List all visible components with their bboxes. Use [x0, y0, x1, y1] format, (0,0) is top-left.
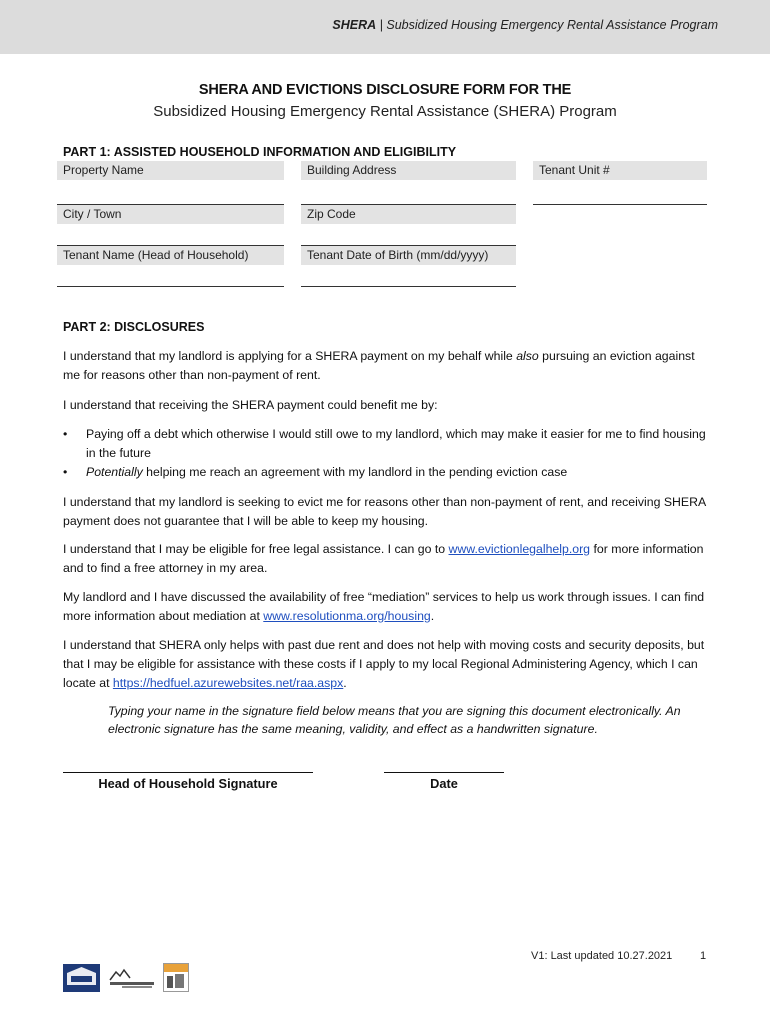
- disclosure-paragraph-6: [63, 636, 707, 693]
- resolution-ma-link[interactable]: www.resolutionma.org/housing: [263, 609, 431, 623]
- p5-text-a: My landlord and I have discussed the availability of free “mediation” services to help us work through issues. I can find more information about mediation at: [63, 590, 705, 623]
- disclosure-paragraph-5: [63, 588, 707, 626]
- property-name-label: Property Name: [57, 161, 284, 180]
- building-address-field[interactable]: [301, 161, 516, 206]
- p6-text-a: I understand that SHERA only helps with past due rent and does not help with moving costs and security deposits, but that I may be eligible for assistance with these costs if I apply to my local Regional Administering Agency, which I can locate at: [63, 638, 705, 690]
- date-signature-line[interactable]: [384, 772, 504, 773]
- bullet-glyph: •: [63, 465, 68, 479]
- p5-text-b: .: [430, 609, 435, 623]
- p4-text-a: I understand that I may be eligible for free legal assistance. I can go to: [63, 542, 449, 556]
- property-name-field[interactable]: [57, 161, 284, 206]
- masshousing-logo-graphic: [108, 966, 156, 992]
- tenant-unit-label: Tenant Unit #: [533, 161, 707, 180]
- p6-text-b: .: [343, 676, 347, 690]
- disclosure-paragraph-4: [63, 540, 707, 578]
- version-note: V1: Last updated 10.27.2021: [531, 950, 673, 962]
- agency-logo-icon: [63, 964, 100, 992]
- form-subtitle: Subsidized Housing Emergency Rental Assistance (SHERA) Program: [153, 103, 617, 120]
- page-number: 1: [700, 950, 707, 962]
- masshousing-logo-icon: [108, 966, 156, 992]
- part1-heading: PART 1: ASSISTED HOUSEHOLD INFORMATION AND ELIGIBILITY: [63, 145, 457, 159]
- mhp-logo-graphic: [164, 964, 188, 991]
- agency-logo-graphic: [63, 964, 100, 992]
- page-header: [0, 0, 770, 54]
- part2-heading: PART 2: DISCLOSURES: [63, 320, 205, 334]
- tenant-dob-line: [301, 286, 516, 287]
- benefit-bullet-1: [63, 425, 707, 463]
- header-separator: |: [379, 18, 383, 32]
- zip-code-label: Zip Code: [301, 205, 516, 224]
- date-label: Date: [430, 776, 458, 791]
- city-town-label: City / Town: [57, 205, 284, 224]
- tenant-name-label: Tenant Name (Head of Household): [57, 246, 284, 265]
- tenant-name-field[interactable]: [57, 246, 284, 288]
- benefit-bullet-2: [63, 463, 707, 482]
- p1-text-b: pursuing an eviction against me for reasons other than non-payment of rent.: [63, 349, 695, 382]
- p1-text-a: I understand that my landlord is applying for a SHERA payment on my behalf while: [63, 349, 517, 363]
- disclosure-paragraph-1: [63, 347, 707, 385]
- header-program: Subsidized Housing Emergency Rental Assistance Program: [386, 18, 718, 32]
- tenant-name-line: [57, 286, 284, 287]
- mhp-logo-icon: [163, 963, 189, 992]
- tenant-dob-field[interactable]: [301, 246, 516, 288]
- tenant-unit-field[interactable]: [533, 161, 707, 206]
- head-of-household-signature-label: Head of Household Signature: [98, 776, 278, 791]
- zip-code-field[interactable]: [301, 205, 516, 247]
- header-text: [332, 18, 718, 32]
- building-address-label: Building Address: [301, 161, 516, 180]
- bullet-glyph: •: [63, 427, 68, 441]
- raa-locator-link[interactable]: https://hedfuel.azurewebsites.net/raa.aspx: [112, 676, 344, 690]
- bullet2-emphasis: Potentially: [86, 465, 143, 479]
- bullet-text: Paying off a debt which otherwise I would still owe to my landlord, which may make it easier for me to find housing in the future: [86, 427, 706, 460]
- electronic-signature-note: Typing your name in the signature field below means that you are signing this document electronically. An electronic signature has the same meaning, validity, and effect as a handwritten signature.: [108, 704, 681, 736]
- disclosure-paragraph-3: I understand that my landlord is seeking to evict me for reasons other than non-payment of rent, and receiving SHERA payment does not guarantee that I will be able to keep my housing.: [63, 495, 706, 528]
- eviction-legal-help-link[interactable]: www.evictionlegalhelp.org: [448, 542, 591, 556]
- bullet-text: [86, 463, 707, 482]
- form-title: SHERA AND EVICTIONS DISCLOSURE FORM FOR THE: [198, 82, 572, 98]
- head-of-household-signature-line[interactable]: [63, 772, 313, 773]
- header-brand: SHERA: [332, 18, 377, 32]
- city-town-field[interactable]: [57, 205, 284, 247]
- bullet2-rest: helping me reach an agreement with my landlord in the pending eviction case: [142, 465, 568, 479]
- p4-text-b: for more information and to find a free attorney in my area.: [63, 542, 704, 575]
- tenant-unit-line: [533, 204, 707, 205]
- tenant-dob-label: Tenant Date of Birth (mm/dd/yyyy): [301, 246, 516, 265]
- p1-emphasis: also: [516, 349, 539, 363]
- disclosure-paragraph-2: I understand that receiving the SHERA payment could benefit me by:: [63, 398, 438, 412]
